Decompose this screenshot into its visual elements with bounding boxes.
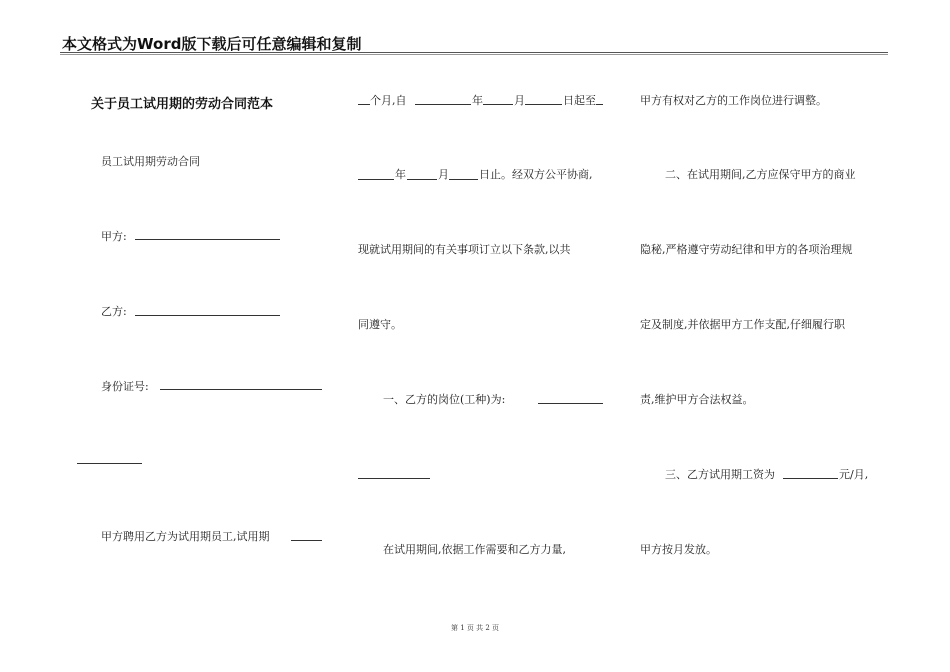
clause-2-text-line3: 定及制度,并依据甲方工作支配,仔细履行职 (640, 318, 845, 331)
end-day-blank (449, 179, 478, 180)
id-number-label: 身份证号: (101, 380, 149, 393)
end-year-label: 年 (395, 168, 406, 181)
end-year-blank (358, 179, 394, 180)
contract-name: 员工试用期劳动合同 (101, 155, 200, 168)
start-year-blank (415, 104, 471, 105)
start-year-label: 年 (472, 94, 483, 107)
clause-intro-end: 同遵守。 (358, 318, 402, 331)
party-b-label: 乙方: (101, 305, 127, 318)
party-a-blank (135, 239, 280, 240)
header-title: 本文格式为Word版下载后可任意编辑和复制 (62, 35, 362, 53)
position-blank (538, 403, 603, 404)
clause-3-text-end: 甲方按月发放。 (640, 543, 717, 556)
probation-months-blank (291, 540, 322, 541)
position-blank-continued (358, 478, 430, 479)
months-blank (358, 104, 370, 105)
clause-3-text: 三、乙方试用期工资为 (665, 468, 775, 481)
start-day-blank (525, 104, 562, 105)
party-a-label: 甲方: (101, 230, 127, 243)
end-month-label: 月 (438, 168, 449, 181)
id-number-blank-continued (77, 463, 142, 464)
document-title: 关于员工试用期的劳动合同范本 (91, 97, 274, 112)
party-b-blank (135, 315, 280, 316)
end-month-blank (407, 179, 437, 180)
id-number-blank (160, 389, 322, 390)
end-year-blank-start (596, 104, 603, 105)
clause-2-text-line2: 隐秘,严格遵守劳动纪律和甲方的各项治理规 (640, 243, 853, 256)
start-month-label: 月 (514, 94, 525, 107)
end-day-text: 日止。经双方公平协商, (479, 168, 593, 181)
header-rule (60, 52, 888, 53)
clause-2-text-end: 责,维护甲方合法权益。 (640, 393, 754, 406)
page-number: 第 1 页 共 2 页 (450, 624, 500, 632)
hire-text: 甲方聘用乙方为试用期员工,试用期 (101, 530, 270, 543)
salary-unit: 元/月, (839, 468, 869, 481)
from-label: 个月,自 (370, 94, 407, 107)
clause-1-adjust-text: 在试用期间,依据工作需要和乙方力量, (383, 543, 566, 556)
salary-blank (783, 478, 838, 479)
start-month-blank (483, 104, 513, 105)
clause-1-text: 一、乙方的岗位(工种)为: (383, 393, 506, 406)
clause-intro-text: 现就试用期间的有关事项订立以下条款,以共 (358, 243, 571, 256)
header-rule-thin (60, 54, 888, 55)
clause-1-adjust-end: 甲方有权对乙方的工作岗位进行调整。 (640, 94, 827, 107)
clause-2-text: 二、在试用期间,乙方应保守甲方的商业 (665, 168, 856, 181)
start-day-label: 日起至 (563, 94, 596, 107)
